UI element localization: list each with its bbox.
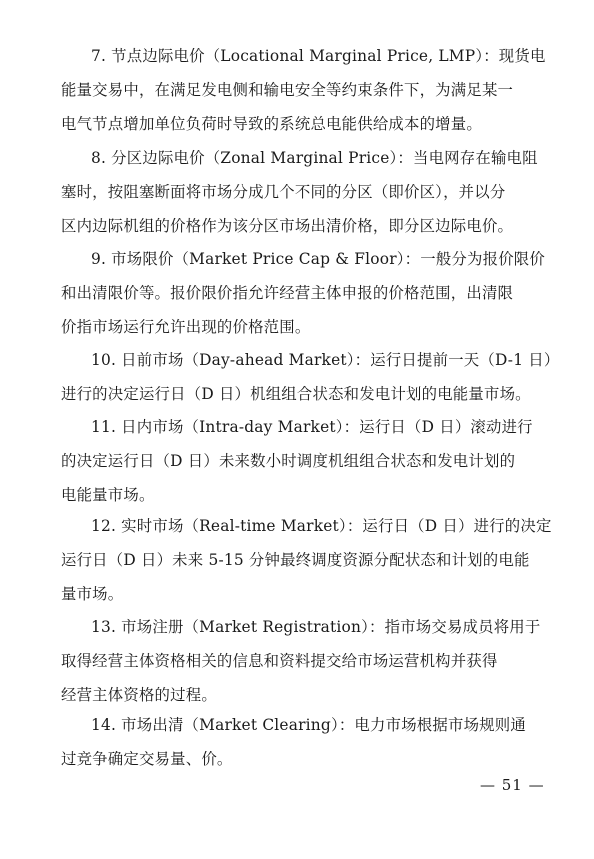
definition-item-14 [61, 708, 551, 776]
paragraph-line: 7. 节点边际电价（Locational Marginal Price, LMP）：现货电 [91, 47, 546, 65]
definition-item-12 [61, 509, 551, 611]
definition-item-10 [61, 343, 560, 411]
paragraph-line: 电气节点增加单位负荷时导致的系统总电能供给成本的增量。 [61, 115, 482, 133]
paragraph-line: 量市场。 [61, 585, 124, 603]
paragraph-line: 经营主体资格的过程。 [61, 686, 217, 704]
paragraph-line: 14. 市场出清（Market Clearing）：电力市场根据市场规则通 [91, 716, 526, 734]
paragraph-line: 的决定运行日（D 日）未来数小时调度机组组合状态和发电计划的 [61, 452, 516, 470]
definition-item-8 [61, 141, 551, 243]
paragraph-line: 进行的决定运行日（D 日）机组组合状态和发电计划的电能量市场。 [61, 385, 531, 403]
definition-item-11 [61, 410, 551, 512]
paragraph-line: 能量交易中，在满足发电侧和输电安全等约束条件下，为满足某一 [61, 81, 514, 99]
definition-item-9 [61, 242, 551, 344]
paragraph-line: 9. 市场限价（Market Price Cap & Floor）：一般分为报价限价 [91, 250, 545, 268]
paragraph-line: 运行日（D 日）未来 5-15 分钟最终调度资源分配状态和计划的电能 [61, 551, 530, 569]
paragraph-line: 11. 日内市场（Intra-day Market）：运行日（D 日）滚动进行 [91, 418, 533, 436]
paragraph-line: 过竞争确定交易量、价。 [61, 750, 233, 768]
paragraph-line: 和出清限价等。报价限价指允许经营主体申报的价格范围，出清限 [61, 284, 514, 302]
definition-item-7 [61, 39, 551, 141]
paragraph-line: 13. 市场注册（Market Registration）：指市场交易成员将用于 [91, 618, 541, 636]
paragraph-line: 取得经营主体资格相关的信息和资料提交给市场运营机构并获得 [61, 652, 498, 670]
paragraph-line: 塞时，按阻塞断面将市场分成几个不同的分区（即价区），并以分 [61, 183, 506, 201]
paragraph-line: 10. 日前市场（Day-ahead Market）：运行日提前一天（D-1 日） [91, 351, 560, 369]
page-number: — 51 — [480, 776, 545, 794]
definition-item-13 [61, 610, 551, 712]
paragraph-line: 8. 分区边际电价（Zonal Marginal Price）：当电网存在输电阻 [91, 149, 538, 167]
paragraph-line: 电能量市场。 [61, 486, 155, 504]
paragraph-line: 区内边际机组的价格作为该分区市场出清价格，即分区边际电价。 [61, 217, 514, 235]
paragraph-line: 价指市场运行允许出现的价格范围。 [61, 318, 311, 336]
paragraph-line: 12. 实时市场（Real-time Market）：运行日（D 日）进行的决定 [91, 517, 552, 535]
